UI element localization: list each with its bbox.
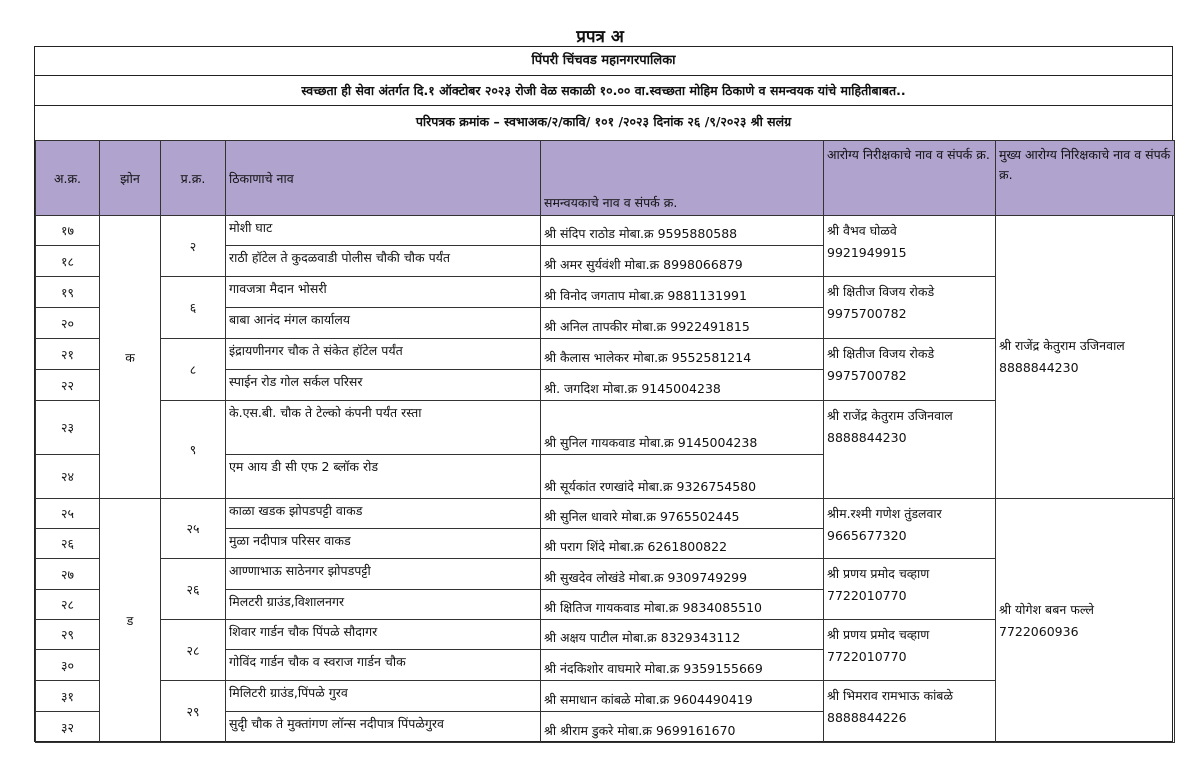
inspector-cell <box>824 339 996 401</box>
location-cell: मिलिटरी ग्राउंड,पिंपळे गुरव <box>226 681 541 712</box>
document-sheet <box>34 46 1173 742</box>
inspector-phone: 9665677320 <box>827 528 907 543</box>
col-coordinator: समन्वयकाचे नाव व संपर्क क्र. <box>541 141 824 216</box>
inspector-name: श्री प्रणय प्रमोद चव्हाण <box>827 627 930 642</box>
ward-cell: २५ <box>161 499 226 559</box>
row-serial: २० <box>36 308 100 339</box>
circular-text: परिपत्रक क्रमांक – स्वभाअक/२/कावि/ १०१ /२०२३ दिनांक २६ /९/२०२३ श्री सलंग्र <box>415 114 792 129</box>
location-cell: गावजत्रा मैदान भोसरी <box>226 277 541 308</box>
inspector-phone: 7722010770 <box>827 588 907 603</box>
row-serial: ३२ <box>36 712 100 743</box>
location-cell: शिवार गार्डन चौक पिंपळे सौदागर <box>226 620 541 650</box>
coordinator-cell: श्री कैलास भालेकर मोबा.क्र 9552581214 <box>541 339 824 370</box>
location-cell: मोशी घाट <box>226 216 541 246</box>
table-header-row <box>36 141 1175 216</box>
row-serial: १८ <box>36 246 100 277</box>
zone-cell: क <box>100 216 161 499</box>
ward-cell: ६ <box>161 277 226 339</box>
inspector-phone: 9921949915 <box>827 245 907 260</box>
inspector-phone: 9975700782 <box>827 368 907 383</box>
page-title: प्रपत्र अ <box>576 27 624 47</box>
location-cell: मिलटरी ग्राउंड,विशालनगर <box>226 590 541 620</box>
inspector-cell <box>824 559 996 620</box>
location-cell: राठी हॉटेल ते कुदळवाडी पोलीस चौकी चौक पर्यंत <box>226 246 541 277</box>
location-cell: सुदृी चौक ते मुक्तांगण लॉन्स नदीपात्र पिंपळेगुरव <box>226 712 541 743</box>
coordinator-cell: श्री पराग शिंदे मोबा.क्र 6261800822 <box>541 529 824 559</box>
table-row <box>36 216 1175 246</box>
coordinator-cell: श्री क्षितिज गायकवाड मोबा.क्र 9834085510 <box>541 590 824 620</box>
location-cell: मुळा नदीपात्र परिसर वाकड <box>226 529 541 559</box>
inspector-cell <box>824 681 996 743</box>
location-cell: एम आय डी सी एफ 2 ब्लॉक रोड <box>226 455 541 499</box>
col-location: ठिकाणाचे नाव <box>226 141 541 216</box>
inspector-cell <box>824 277 996 339</box>
row-serial: २४ <box>36 455 100 499</box>
inspector-phone: 8888844226 <box>827 710 907 725</box>
row-serial: १७ <box>36 216 100 246</box>
inspector-name: श्री वैभव घोळवे <box>827 223 897 238</box>
chief-inspector-cell <box>996 499 1175 743</box>
coordinator-cell: श्री नंदकिशोर वाघमारे मोबा.क्र 9359155669 <box>541 650 824 681</box>
row-serial: २८ <box>36 590 100 620</box>
location-cell: काळा खडक झोपडपट्टी वाकड <box>226 499 541 529</box>
inspector-name: श्री भिमराव रामभाऊ कांबळे <box>827 688 953 703</box>
inspector-name: श्री क्षितीज विजय रोकडे <box>827 284 935 299</box>
coordinator-cell: श्री अनिल तापकीर मोबा.क्र 9922491815 <box>541 308 824 339</box>
inspector-cell <box>824 499 996 559</box>
ward-cell: २६ <box>161 559 226 620</box>
coordinator-cell: श्री. जगदिश मोबा.क्र 9145004238 <box>541 370 824 401</box>
subject-line: स्वच्छता ही सेवा अंतर्गत दि.१ ऑक्टोबर २०२३ रोजी वेळ सकाळी १०.०० वा.स्वच्छता मोहिम ठिकाणे व समन्वयक यांचे माहितीबाबत.. <box>35 76 1172 106</box>
ward-cell: २९ <box>161 681 226 743</box>
row-serial: २५ <box>36 499 100 529</box>
coordinator-cell: श्री सुनिल धावारे मोबा.क्र 9765502445 <box>541 499 824 529</box>
inspector-phone: 7722010770 <box>827 649 907 664</box>
zone-cell: ड <box>100 499 161 743</box>
inspector-phone: 8888844230 <box>827 430 907 445</box>
ward-cell: २८ <box>161 620 226 681</box>
coordinator-cell: श्री सुखदेव लोखंडे मोबा.क्र 9309749299 <box>541 559 824 590</box>
coordinator-cell: श्री सूर्यकांत रणखांदे मोबा.क्र 9326754580 <box>541 455 824 499</box>
organization-title: पिंपरी चिंचवड महानगरपालिका <box>35 47 1172 76</box>
coordinator-cell: श्री समाधान कांबळे मोबा.क्र 9604490419 <box>541 681 824 712</box>
table-row <box>36 499 1175 529</box>
inspector-name: श्रीम.रश्मी गणेश तुंडलवार <box>827 506 942 521</box>
coordinator-cell: श्री सुनिल गायकवाड मोबा.क्र 9145004238 <box>541 401 824 455</box>
chief-name: श्री राजेंद्र केतुराम उजिनवाल <box>999 338 1125 353</box>
coordinator-cell: श्री अमर सुर्यवंशी मोबा.क्र 8998066879 <box>541 246 824 277</box>
location-cell: स्पाईन रोड गोल सर्कल परिसर <box>226 370 541 401</box>
table-body <box>36 216 1175 743</box>
location-cell: बाबा आनंद मंगल कार्यालय <box>226 308 541 339</box>
ward-cell: ९ <box>161 401 226 499</box>
row-serial: २३ <box>36 401 100 455</box>
row-serial: ३० <box>36 650 100 681</box>
col-zone: झोन <box>100 141 161 216</box>
row-serial: २७ <box>36 559 100 590</box>
row-serial: ३१ <box>36 681 100 712</box>
chief-phone: 8888844230 <box>999 360 1079 375</box>
inspector-cell <box>824 216 996 277</box>
row-serial: २६ <box>36 529 100 559</box>
coordinator-cell: श्री विनोद जगताप मोबा.क्र 9881131991 <box>541 277 824 308</box>
coordinator-cell: श्री अक्षय पाटील मोबा.क्र 8329343112 <box>541 620 824 650</box>
chief-phone: 7722060936 <box>999 623 1079 639</box>
coordinator-cell: श्री संदिप राठोड मोबा.क्र 9595880588 <box>541 216 824 246</box>
col-inspector: आरोग्य निरीक्षकाचे नाव व संपर्क क्र. <box>824 141 996 216</box>
col-ward: प्र.क्र. <box>161 141 226 216</box>
inspector-name: श्री क्षितीज विजय रोकडे <box>827 346 935 361</box>
ward-cell: ८ <box>161 339 226 401</box>
location-cell: गोविंद गार्डन चौक व स्वराज गार्डन चौक <box>226 650 541 681</box>
chief-inspector-cell <box>996 216 1175 499</box>
inspector-name: श्री प्रणय प्रमोद चव्हाण <box>827 566 930 581</box>
location-cell: के.एस.बी. चौक ते टेल्को कंपनी पर्यंत रस्ता <box>226 401 541 455</box>
inspector-cell <box>824 620 996 681</box>
col-chief: मुख्य आरोग्य निरिक्षकाचे नाव व संपर्क क्र. <box>996 141 1175 216</box>
ward-cell: २ <box>161 216 226 277</box>
row-serial: १९ <box>36 277 100 308</box>
location-cell: आण्णाभाऊ साठेनगर झोपडपट्टी <box>226 559 541 590</box>
campaign-table <box>35 140 1175 743</box>
inspector-phone: 9975700782 <box>827 306 907 321</box>
row-serial: २९ <box>36 620 100 650</box>
circular-line <box>35 106 1172 138</box>
chief-name: श्री योगेश बबन फल्ले <box>999 601 1094 617</box>
col-sr: अ.क्र. <box>36 141 100 216</box>
row-serial: २२ <box>36 370 100 401</box>
inspector-name: श्री राजेंद्र केतुराम उजिनवाल <box>827 408 953 423</box>
row-serial: २१ <box>36 339 100 370</box>
coordinator-cell: श्री श्रीराम डुकरे मोबा.क्र 9699161670 <box>541 712 824 743</box>
location-cell: इंद्रायणीनगर चौक ते संकेत हॉटेल पर्यंत <box>226 339 541 370</box>
inspector-cell <box>824 401 996 499</box>
